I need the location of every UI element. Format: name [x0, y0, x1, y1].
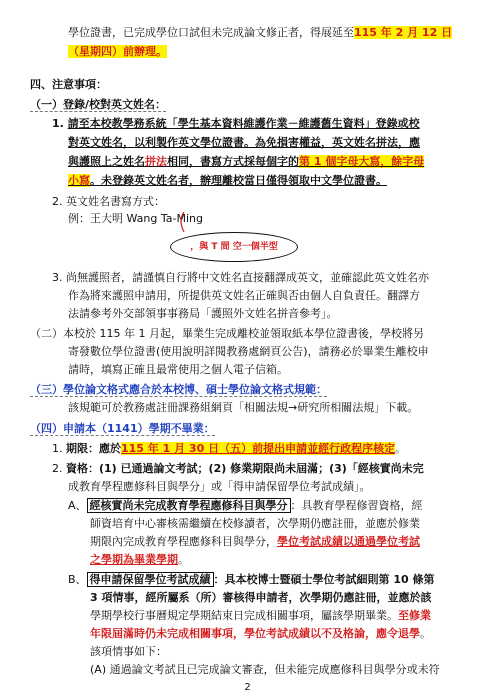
item-1-line2: 對英文姓名，以利製作英文學位證書。為免損害權益，英文姓名拼法，應: [68, 136, 420, 149]
item-4-2-A-line1: A、 經核實尚未完成教育學程應修科目與學分 ：具教育學程修習資格，經: [68, 499, 423, 512]
item-4-2-line1: 2. 資格：(1) 已通過論文考試；(2) 修業期限尚未屆滿；(3)「經核實尚未完: [52, 462, 424, 475]
item-4-2-B-line4: 年限屆滿時仍未完成相關事項，學位考試成績以不及格論，應令退學。: [90, 627, 431, 640]
item-4-2-B-line5: 該項情事如下：: [90, 645, 167, 658]
caret-mark-icon: [179, 212, 189, 232]
item-4-2-A-line4: 之學期為畢業學期。: [90, 553, 189, 566]
subsection-2-line1: （二）本校於 115 年 1 月起，畢業生完成離校並領取紙本學位證書後，學校將另: [30, 327, 424, 340]
item-4-2-B-line2: 3 項情事，經所屬系（所）審核得申請者，次學期仍應註冊，並應於該: [90, 591, 432, 604]
subsection-1-title: （一）登錄/校對英文姓名：: [30, 98, 167, 111]
item-4-2-B-line3: 學期學校行事曆規定學期結束日完成相關事項，屬該學期畢業。至修業: [90, 609, 431, 622]
item-4-2-B-line6: (A) 通過論文考試且已完成論文審查，但未能完成應修科目與學分或未符: [90, 663, 440, 676]
page-number: 2: [244, 682, 251, 693]
item-1-line1: 1. 請至本校教學務系統「學生基本資料維護作業－維護舊生資料」登錄或校: [52, 117, 420, 130]
item-1-line3: 與護照上之姓名拼法相同，書寫方式採每個字的第 1 個字母大寫，餘字母: [68, 155, 425, 168]
item-4-2-A-line2: 師資培育中心審核需繼續在校修讀者，次學期仍應註冊，並應於修業: [90, 517, 420, 530]
subsection-3-title: （三）學位論文格式應合於本校博、碩士學位論文格式規範：: [30, 383, 327, 396]
annotation-bubble: ，與 T 間 空一個半型: [170, 232, 298, 262]
subsection-2-line3: 請時，填寫正確且最常使用之個人電子信箱。: [68, 363, 288, 376]
subsection-4-title: （四）申請本（1141）學期不畢業：: [30, 422, 215, 435]
line-deadline: 學位證書，已完成學位口試但未完成論文修正者，得展延至115 年 2 月 12 日: [68, 26, 453, 39]
item-4-1-deadline: 1. 期限：應於115 年 1 月 30 日（五）前提出申請並經行政程序核定。: [52, 442, 407, 455]
subsection-3-body: 該規範可於教務處註冊課務組網頁「相關法規→研究所相關法規」下載。: [68, 401, 419, 414]
line-deadline-weekday: （星期四）前辦理。: [68, 45, 167, 58]
item-2-title: 2. 英文姓名書寫方式：: [52, 195, 165, 208]
item-3-line1: 3. 尚無護照者，請謹慎自行將中文姓名直接翻譯成英文，並確認此英文姓名亦: [52, 271, 429, 284]
item-3-line2: 作為將來護照申請用，所提供英文姓名正確與否由個人自負責任。翻譯方: [68, 289, 420, 302]
item-4-2-A-line3: 期限內完成教育學程應修科目與學分，學位考試成績以通過學位考試: [90, 535, 420, 548]
section-heading: 四、注意事項：: [30, 78, 107, 91]
item-4-2-B-line1: B、 得申請保留學位考試成績 ：具本校博士暨碩士學位考試細則第 10 條第: [68, 573, 435, 586]
subsection-2-line2: 寄發數位學位證書(使用說明詳閱教務處網頁公告)，請務必於畢業生離校申: [68, 345, 429, 358]
item-2-example: 例：王大明 Wang Ta-Ming: [68, 212, 203, 225]
item-1-line4: 小寫。未登錄英文姓名者，辦理離校當日僅得領取中文學位證書。: [68, 174, 387, 187]
item-3-line3: 法請參考外交部領事事務局「護照外文姓名拼音參考」。: [68, 307, 338, 320]
item-4-2-line2: 成教育學程應修科目與學分」或「得申請保留學位考試成績」。: [68, 480, 371, 493]
